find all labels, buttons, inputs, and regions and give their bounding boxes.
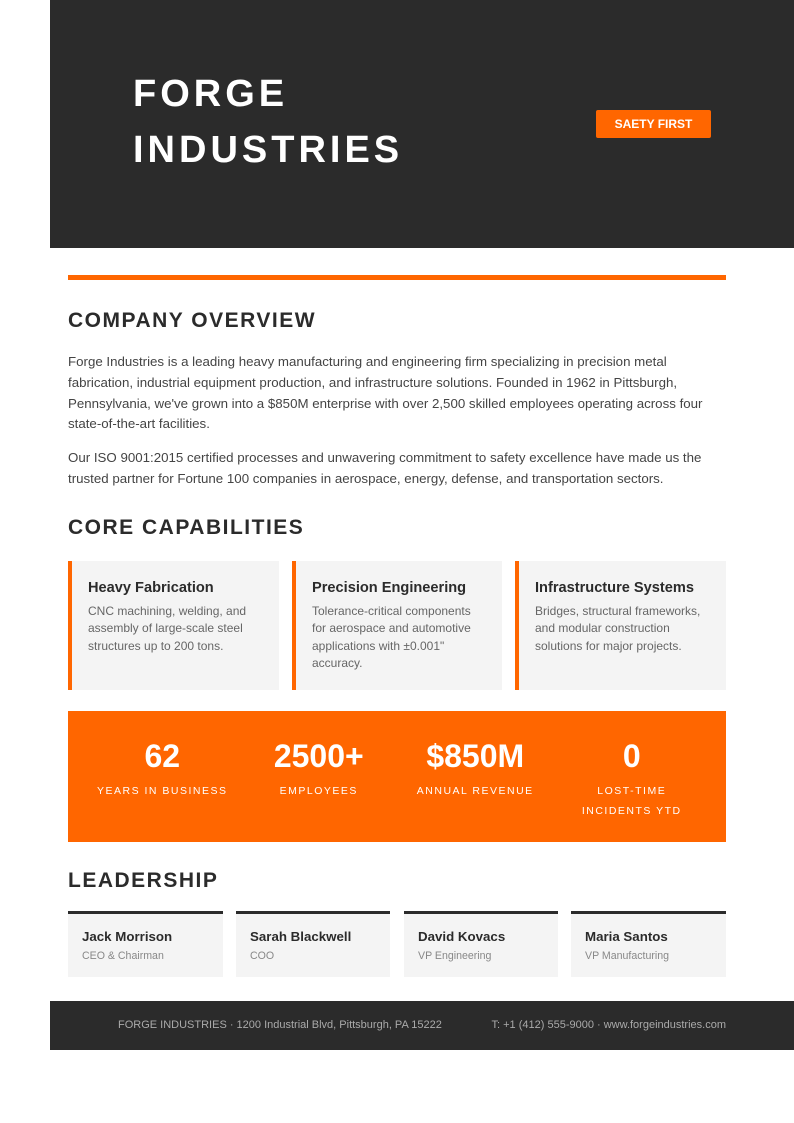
capability-card bbox=[292, 561, 502, 690]
leader-role: CEO & Chairman bbox=[82, 950, 164, 962]
capability-description: Bridges, structural frameworks, and modular construction solutions for major projects. bbox=[535, 604, 701, 653]
leader-card bbox=[404, 911, 558, 977]
capability-description: Tolerance-critical components for aerospace and automotive applications with ±0.001" accuracy. bbox=[312, 604, 471, 670]
overview-title: COMPANY OVERVIEW bbox=[68, 309, 317, 332]
leader-name: Jack Morrison bbox=[82, 929, 173, 944]
capability-title: Precision Engineering bbox=[312, 580, 467, 596]
capability-title: Infrastructure Systems bbox=[535, 580, 694, 596]
capability-title: Heavy Fabrication bbox=[88, 580, 214, 596]
leader-name: David Kovacs bbox=[418, 929, 506, 944]
stat-label: EMPLOYEES bbox=[279, 785, 358, 797]
stat-value: $850M bbox=[426, 738, 525, 774]
stat-label: LOST-TIME INCIDENTS YTD bbox=[581, 785, 682, 817]
stat-revenue bbox=[397, 711, 554, 842]
leader-role: VP Manufacturing bbox=[585, 950, 670, 962]
company-name bbox=[133, 66, 403, 178]
header-banner bbox=[50, 0, 794, 248]
stat-label: ANNUAL REVENUE bbox=[416, 785, 534, 797]
footer bbox=[50, 1001, 794, 1050]
stats-banner bbox=[68, 711, 726, 842]
leader-card bbox=[236, 911, 390, 977]
leader-card bbox=[571, 911, 726, 977]
stat-value: 62 bbox=[144, 738, 181, 774]
overview-paragraph-1: Forge Industries is a leading heavy manufacturing and engineering firm specializing in precision metal fabrication, industrial equipment production, and infrastructure solutions. Founded in 1962 in Pittsburgh, Pennsylvania, we've grown into a $850M enterprise with over 2,500 skilled employees operating across four state-of-the-art facilities. bbox=[68, 354, 703, 432]
stat-years bbox=[84, 711, 241, 842]
stat-employees bbox=[241, 711, 398, 842]
brand-line-2: INDUSTRIES bbox=[133, 129, 404, 171]
capability-card bbox=[515, 561, 726, 690]
stat-value: 0 bbox=[622, 738, 641, 774]
safety-badge: SAETY FIRST bbox=[596, 110, 711, 138]
stat-label: YEARS IN BUSINESS bbox=[96, 785, 228, 797]
accent-divider bbox=[68, 275, 726, 280]
capability-description: CNC machining, welding, and assembly of large-scale steel structures up to 200 tons. bbox=[88, 604, 247, 653]
capabilities-title: CORE CAPABILITIES bbox=[68, 516, 305, 539]
capability-card bbox=[68, 561, 279, 690]
leader-name: Maria Santos bbox=[585, 929, 668, 944]
brand-line-1: FORGE bbox=[133, 73, 289, 115]
leader-name: Sarah Blackwell bbox=[250, 929, 352, 944]
leader-role: COO bbox=[250, 950, 275, 962]
overview-paragraph-2: Our ISO 9001:2015 certified processes and unwavering commitment to safety excellence have made us the trusted partner for Fortune 100 companies in aerospace, energy, defense, and transportation sectors. bbox=[68, 450, 702, 486]
footer-address: FORGE INDUSTRIES · 1200 Industrial Blvd, Pittsburgh, PA 15222 bbox=[118, 1019, 442, 1031]
footer-contact: T: +1 (412) 555-9000 · www.forgeindustries.com bbox=[491, 1019, 726, 1031]
leader-card bbox=[68, 911, 223, 977]
stat-value: 2500+ bbox=[273, 738, 364, 774]
leader-role: VP Engineering bbox=[418, 950, 492, 962]
leadership-title: LEADERSHIP bbox=[68, 869, 219, 892]
stat-incidents bbox=[554, 711, 711, 842]
